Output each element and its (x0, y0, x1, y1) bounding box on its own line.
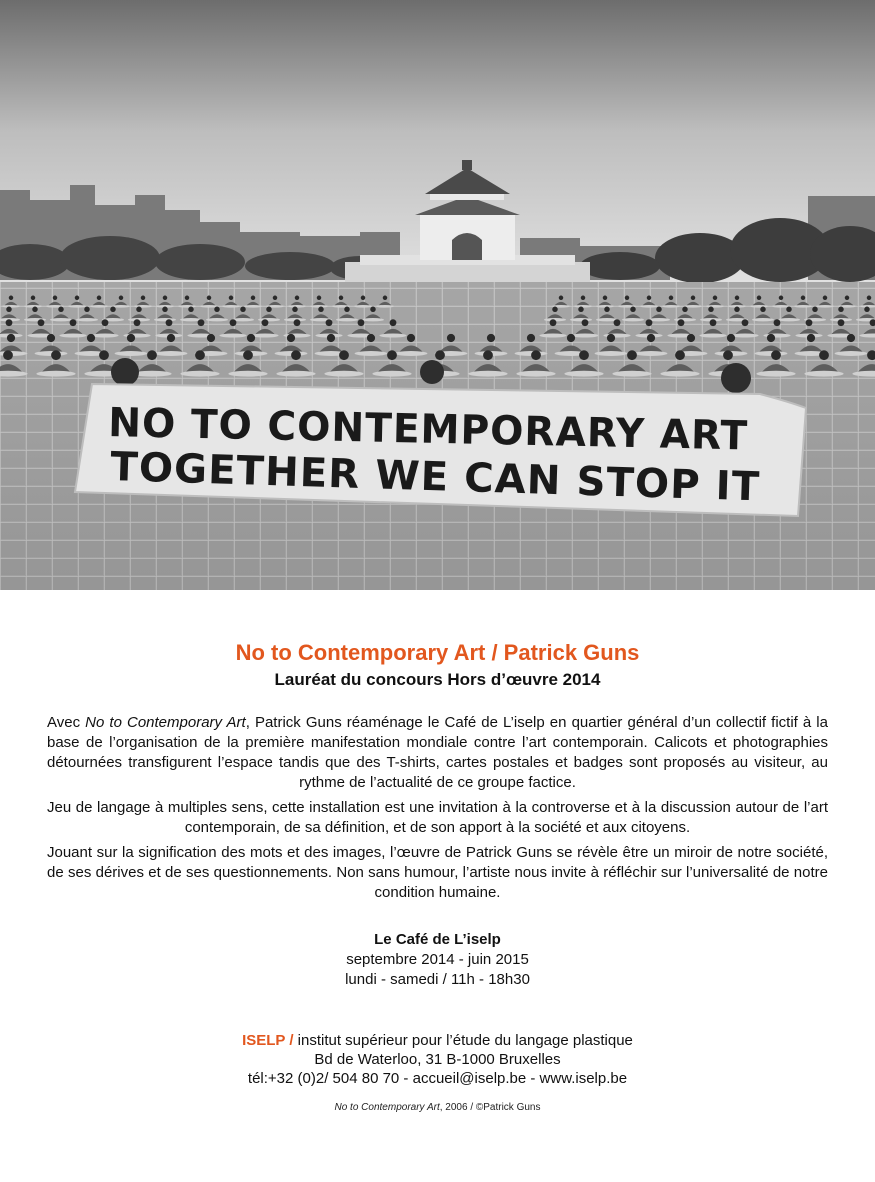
venue-hours: lundi - samedi / 11h - 18h30 (345, 971, 530, 988)
event-title: No to Contemporary Art / Patrick Guns (235, 640, 640, 665)
venue-name: Le Café de L’iselp (374, 931, 501, 948)
organization-full-name: institut supérieur pour l’étude du langage plastique (293, 1032, 633, 1049)
organization-contact: tél:+32 (0)2/ 504 80 70 - accueil@iselp.be - www.iselp.be (247, 1070, 628, 1087)
venue-info (0, 930, 875, 990)
photo-credit (0, 1102, 875, 1113)
banner-line-1: NO TO CONTEMPORARY ART (107, 400, 763, 460)
organization-name: ISELP / (242, 1032, 294, 1049)
description (47, 713, 828, 908)
event-subtitle: Lauréat du concours Hors d’œuvre 2014 (274, 670, 601, 689)
protest-banner (75, 384, 806, 516)
work-title: No to Contemporary Art (85, 714, 246, 731)
hero-photo (0, 0, 875, 590)
venue-dates: septembre 2014 - juin 2015 (346, 951, 529, 968)
banner-line-2: TOGETHER WE CAN STOP IT (109, 444, 757, 511)
description-paragraph-2: Jeu de langage à multiples sens, cette installation est une invitation à la controverse et à la discussion autour de l’art contemporain, de sa définition, et de son apport à la société et aux citoyens. (47, 799, 828, 836)
organization-address: Bd de Waterloo, 31 B-1000 Bruxelles (314, 1051, 561, 1068)
credit-rest: , 2006 / ©Patrick Guns (439, 1102, 541, 1113)
credit-work-title: No to Contemporary Art (334, 1102, 440, 1113)
description-paragraph-1: Avec No to Contemporary Art, Patrick Guns réaménage le Café de L’iselp en quartier général d’un collectif fictif à la base de l’organisation de la première manifestation mondiale contre l’art contemporain. Calicots et photographies détournées transfigurent l’espace tandis que des T-shirts, cartes postales et badges sont proposés au visiteur, au rythme de l’actualité de ce groupe factice. (47, 714, 828, 791)
description-paragraph-3: Jouant sur la signification des mots et des images, l’œuvre de Patrick Guns se révèle être un miroir de notre société, de ses dérives et de ses questionnements. Non sans humour, l’artiste nous invite à réfléchir sur l’universalité de notre condition humaine. (47, 844, 828, 901)
organization-info (0, 1031, 875, 1088)
organization-line (0, 1031, 875, 1050)
